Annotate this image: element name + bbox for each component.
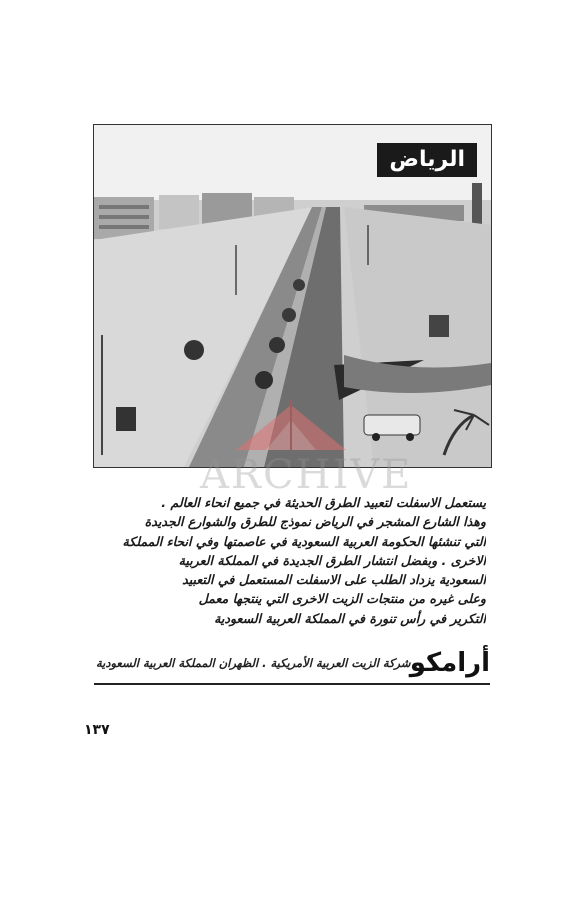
article-line: وعلى غيره من منتجات الزيت الاخرى التي ينتجها معمل	[198, 591, 486, 607]
article-line: السعودية يزداد الطلب على الاسفلت المستعمل في التعبيد	[182, 572, 486, 588]
company-name: شركة الزيت العربية الأمريكية . الظهران المملكة العربية السعودية	[96, 656, 411, 670]
advertiser-signature	[96, 648, 490, 680]
archive-watermark-logo-icon	[226, 395, 356, 455]
divider-rule	[94, 683, 490, 685]
article-line: يستعمل الاسفلت لتعبيد الطرق الحديثة في جميع انحاء العالم .	[161, 495, 486, 510]
photo-caption: الرياض	[377, 143, 477, 177]
article-line: التي تنشئها الحكومة العربية السعودية في عاصمتها وفي انحاء المملكة	[122, 533, 486, 549]
brand-name: أرامكو	[409, 648, 490, 678]
article-body	[96, 493, 486, 628]
archive-watermark: ARCHIVE	[200, 452, 413, 498]
article-line: وهذا الشارع المشجر في الرياض نموذج للطرق والشوارع الجديدة	[144, 514, 486, 530]
article-line: التكرير في رأس تنورة في المملكة العربية السعودية	[214, 610, 486, 626]
page-number: ١٣٧	[84, 722, 110, 738]
article-line: الاخرى . وبفضل انتشار الطرق الجديدة في المملكة العربية	[178, 552, 486, 568]
